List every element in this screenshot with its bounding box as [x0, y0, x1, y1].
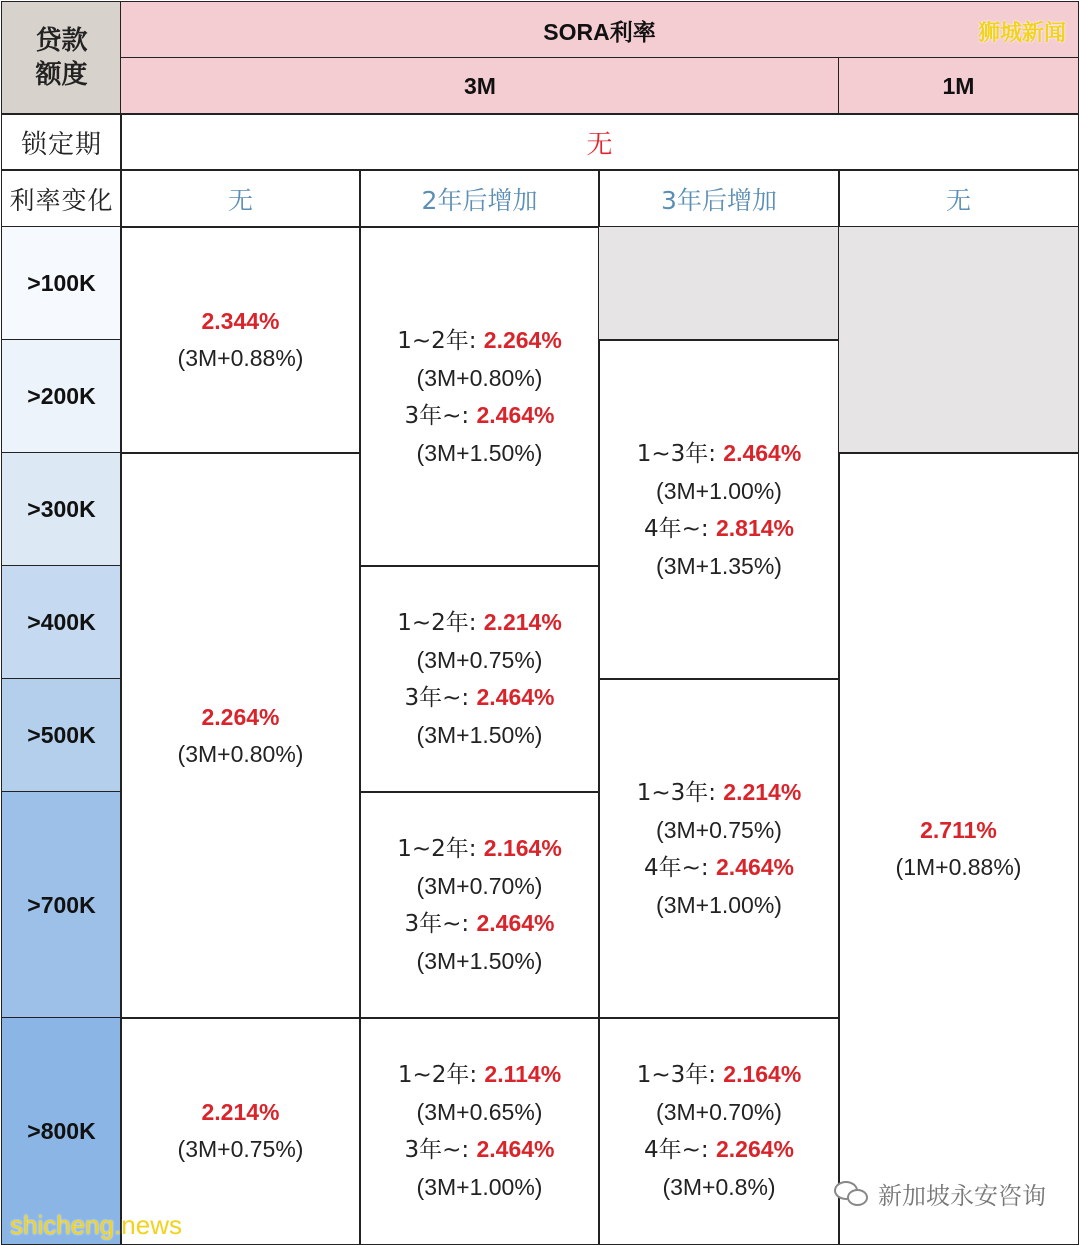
rate-percent: 2.214%	[723, 778, 802, 805]
rate-percent: 2.214%	[483, 609, 562, 635]
watermark-shicheng-url: shicheng.news	[10, 1210, 182, 1240]
rate-cell-3yr-1	[598, 339, 840, 680]
rate-line	[644, 849, 794, 887]
period-label: 4年~:	[644, 854, 716, 881]
rate-percent: 2.464%	[715, 853, 794, 880]
period-label: 4年~:	[644, 1137, 716, 1163]
rate-change-none-3m: 无	[227, 185, 253, 215]
amount-row-400k	[1, 565, 122, 680]
rate-percent: 2.464%	[476, 1136, 555, 1162]
amount-row-200k	[1, 339, 122, 454]
rate-percent: 2.164%	[483, 835, 562, 861]
wechat-account-name: 新加坡永安咨询	[878, 1182, 1046, 1210]
amount-row-700k	[1, 791, 122, 1019]
amount-label: >800K	[27, 1117, 96, 1144]
empty-cell-3yr	[598, 226, 840, 341]
wechat-icon	[834, 1181, 870, 1207]
rate-line	[405, 679, 555, 717]
col-1m-header	[838, 57, 1079, 115]
amount-label: >700K	[27, 891, 96, 918]
rate-line	[398, 1056, 561, 1094]
period-label: 3年~:	[404, 1137, 477, 1163]
rate-change-col-2	[359, 169, 600, 228]
period-label: 1~3年:	[636, 440, 724, 467]
rate-line	[405, 905, 555, 943]
amount-label: >300K	[27, 496, 96, 522]
rate-formula: (3M+0.8%)	[662, 1174, 776, 1200]
period-label: 1~2年:	[397, 1062, 485, 1088]
lock-period-value: 无	[586, 129, 613, 160]
period-label: 1~3年:	[636, 779, 724, 806]
rate-formula: (3M+1.50%)	[416, 722, 543, 748]
lock-period-value-cell	[120, 113, 1079, 171]
rate-percent: 2.114%	[484, 1061, 562, 1087]
rate-percent: 2.344%	[201, 308, 280, 334]
period-label: 3年~:	[404, 911, 477, 937]
lock-period-label: 锁定期	[20, 129, 102, 160]
rate-cell-3yr-3	[598, 1017, 840, 1245]
rate-change-label: 利率变化	[9, 185, 114, 215]
rate-line	[637, 435, 802, 473]
rate-change-none-1m: 无	[945, 185, 971, 215]
rate-percent: 2.464%	[476, 401, 555, 428]
rate-percent: 2.264%	[715, 1136, 794, 1162]
rate-line	[397, 604, 562, 642]
loan-amount-header	[1, 1, 122, 115]
rate-percent: 2.164%	[723, 1061, 802, 1087]
rate-percent: 2.264%	[483, 326, 562, 353]
watermark-wechat	[834, 1176, 1046, 1211]
period-label: 3年~:	[404, 685, 477, 711]
rate-line	[405, 1131, 555, 1169]
rate-line	[637, 1056, 802, 1094]
rate-line	[397, 830, 562, 868]
rate-line	[637, 774, 802, 812]
period-label: 1~2年:	[397, 610, 484, 636]
rate-formula: (3M+0.75%)	[177, 1136, 304, 1162]
rate-line	[644, 1131, 794, 1169]
rate-change-3yr: 3年后增加	[661, 185, 777, 215]
rate-percent: 2.814%	[715, 514, 794, 541]
watermark-shicheng-cn: 狮城新闻	[977, 21, 1066, 46]
period-label: 4年~:	[644, 515, 716, 542]
sora-rate-header	[120, 1, 1079, 59]
period-label: 3年~:	[404, 402, 477, 429]
col-3m-header	[120, 57, 840, 115]
period-label: 1~2年:	[397, 836, 484, 862]
rate-cell-2yr-4	[359, 1017, 600, 1245]
rate-percent: 2.464%	[723, 439, 802, 466]
rate-formula: (3M+0.75%)	[656, 816, 782, 843]
rate-formula: (3M+1.35%)	[656, 552, 782, 579]
rate-cell-1m	[838, 452, 1079, 1245]
rate-percent: 2.264%	[201, 703, 280, 730]
rate-formula: (3M+0.70%)	[656, 1099, 782, 1125]
rate-change-col-1	[120, 169, 361, 228]
rate-percent: 2.464%	[476, 910, 555, 936]
rate-percent: 2.464%	[476, 684, 555, 710]
rate-formula: (3M+0.80%)	[416, 364, 543, 391]
col-1m-label: 1M	[942, 72, 975, 99]
rate-formula: (3M+0.70%)	[416, 873, 543, 899]
rate-percent: 2.711%	[920, 816, 997, 843]
rate-formula: (3M+1.50%)	[416, 439, 543, 466]
amount-row-500k	[1, 678, 122, 793]
rate-percent: 2.214%	[201, 1099, 280, 1125]
amount-row-100k	[1, 226, 122, 341]
rate-cell-none-2	[120, 452, 361, 1019]
rate-cell-2yr-1	[359, 226, 600, 567]
period-label: 1~2年:	[397, 327, 484, 354]
amount-label: >400K	[27, 609, 96, 635]
empty-cell-1m	[838, 226, 1079, 454]
rate-cell-2yr-3	[359, 791, 600, 1019]
rate-cell-3yr-2	[598, 678, 840, 1019]
sora-rate-label: SORA利率	[543, 18, 656, 45]
rate-formula: (3M+1.00%)	[656, 477, 782, 504]
rate-formula: (3M+0.75%)	[416, 647, 543, 673]
rate-formula: (3M+0.88%)	[177, 345, 304, 371]
rate-line	[397, 322, 562, 360]
rate-formula: (3M+0.80%)	[177, 740, 304, 767]
amount-row-300k	[1, 452, 122, 567]
lock-period-label-cell	[1, 113, 122, 171]
rate-formula: (3M+1.00%)	[416, 1174, 543, 1200]
rate-change-col-3	[598, 169, 840, 228]
amount-label: >100K	[27, 270, 96, 296]
amount-label: >500K	[27, 722, 96, 748]
rate-change-col-4	[838, 169, 1079, 228]
loan-amount-label: 贷款额度	[35, 26, 88, 90]
rate-cell-2yr-2	[359, 565, 600, 793]
amount-label: >200K	[27, 383, 96, 409]
rate-formula: (3M+0.65%)	[416, 1099, 543, 1125]
col-3m-label: 3M	[464, 72, 496, 99]
rate-formula: (1M+0.88%)	[895, 853, 1022, 880]
rate-cell-none-1	[120, 226, 361, 454]
rate-formula: (3M+1.00%)	[656, 891, 782, 918]
rate-line	[644, 510, 794, 548]
rate-change-label-cell	[1, 169, 122, 228]
rate-change-2yr: 2年后增加	[421, 185, 538, 215]
rate-line	[405, 397, 555, 435]
period-label: 1~3年:	[636, 1062, 724, 1088]
rate-formula: (3M+1.50%)	[416, 948, 543, 974]
